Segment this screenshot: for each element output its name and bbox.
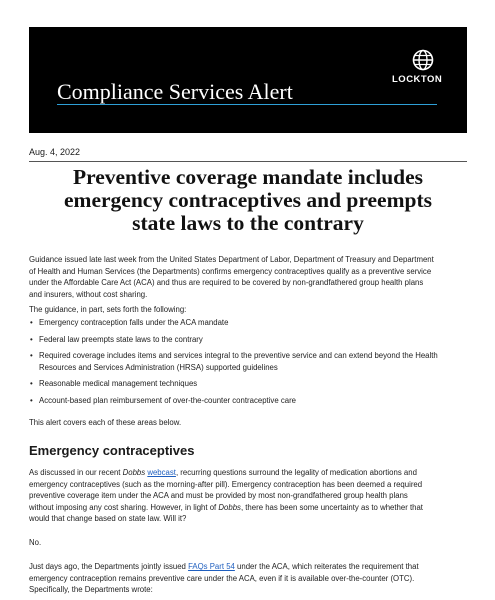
title-line: emergency contraceptives and preempts [64,188,432,212]
page-title [29,166,467,235]
text-line: emergency contraceptives (such as the morning-after pill). Emergency contraception has been deemed a required [29,479,423,489]
list-item [29,334,469,346]
bullet-icon: • [30,334,33,344]
bullet-icon: • [30,351,33,361]
publication-date: Aug. 4, 2022 [29,147,81,157]
text-line: preventive coverage item under the ACA and must be provided by most non-grandfathered group health plans [29,491,408,501]
bullet-icon: • [30,379,33,389]
lockton-logo-text: LOCKTON [392,74,443,85]
guidance-list [29,317,469,412]
text-line [29,502,469,514]
section-heading: Emergency contraceptives [29,443,195,458]
list-item [29,395,469,407]
webcast-link[interactable]: webcast [147,468,176,477]
bullet-icon: • [30,318,33,327]
text-line: Specifically, the Departments wrote: [29,585,153,595]
text-line: under the Affordable Care Act (ACA) and thus are required to be covered by non-grandfathered group health plans [29,278,424,288]
alert-banner [29,27,467,133]
text-line: emergency contraception remains preventive care under the ACA, even if it is available over-the-counter (OTC). [29,573,415,583]
text-line: of Health and Human Services (the Departments) confirms emergency contraceptives qualify as a preventive service [29,266,432,276]
lockton-globe-icon [412,49,434,71]
covers-note: This alert covers each of these areas below. [29,418,182,427]
list-item [29,378,469,390]
text-line: and insurers, without cost sharing. [29,289,148,299]
guidance-lead: The guidance, in part, sets forth the following: [29,305,187,314]
emergency-paragraph [29,467,469,525]
text-line [29,467,469,479]
faq-paragraph [29,561,469,596]
text-line: Guidance issued late last week from the United States Department of Labor, Department of Treasury and Department [29,255,434,264]
text-line [29,561,469,573]
list-item-text: Federal law preempts state laws to the contrary [39,334,203,344]
faqs-part-54-link[interactable]: FAQs Part 54 [188,562,235,571]
date-divider [29,161,467,162]
list-item-text: Emergency contraception falls under the ACA mandate [39,318,229,327]
case-name: Dobbs [218,502,241,512]
text-run: Just days ago, the Departments jointly issued [29,562,189,571]
intro-paragraph [29,254,469,300]
banner-accent-rule [57,104,437,105]
text-run: , recurring questions surround the legality of medication abortions and [175,468,417,477]
list-item-text: Required coverage includes items and services integral to the preventive service and can extend beyond the Health [39,351,438,361]
list-item-text: Reasonable medical management techniques [39,379,198,389]
banner-title: Compliance Services Alert [57,79,293,104]
list-item [29,350,469,373]
case-name: Dobbs [122,468,146,477]
list-item [29,317,469,329]
text-run: , there has been some uncertainty as to whether that [240,502,423,512]
bullet-icon: • [30,395,33,405]
list-item-text: Resources and Services Administration (HRSA) supported guidelines [39,362,278,372]
text-run: under the ACA, which reiterates the requirement that [234,562,419,571]
title-line: state laws to the contrary [132,211,364,235]
answer-text: No. [29,538,42,547]
text-line: would that change based on state law. Will it? [29,514,187,524]
list-item-text: Account-based plan reimbursement of over-the-counter contraceptive care [39,395,296,405]
text-run: without imposing any cost sharing. However, in light of [29,502,219,512]
title-line: Preventive coverage mandate includes [72,165,424,189]
text-run: As discussed in our recent [29,468,123,477]
